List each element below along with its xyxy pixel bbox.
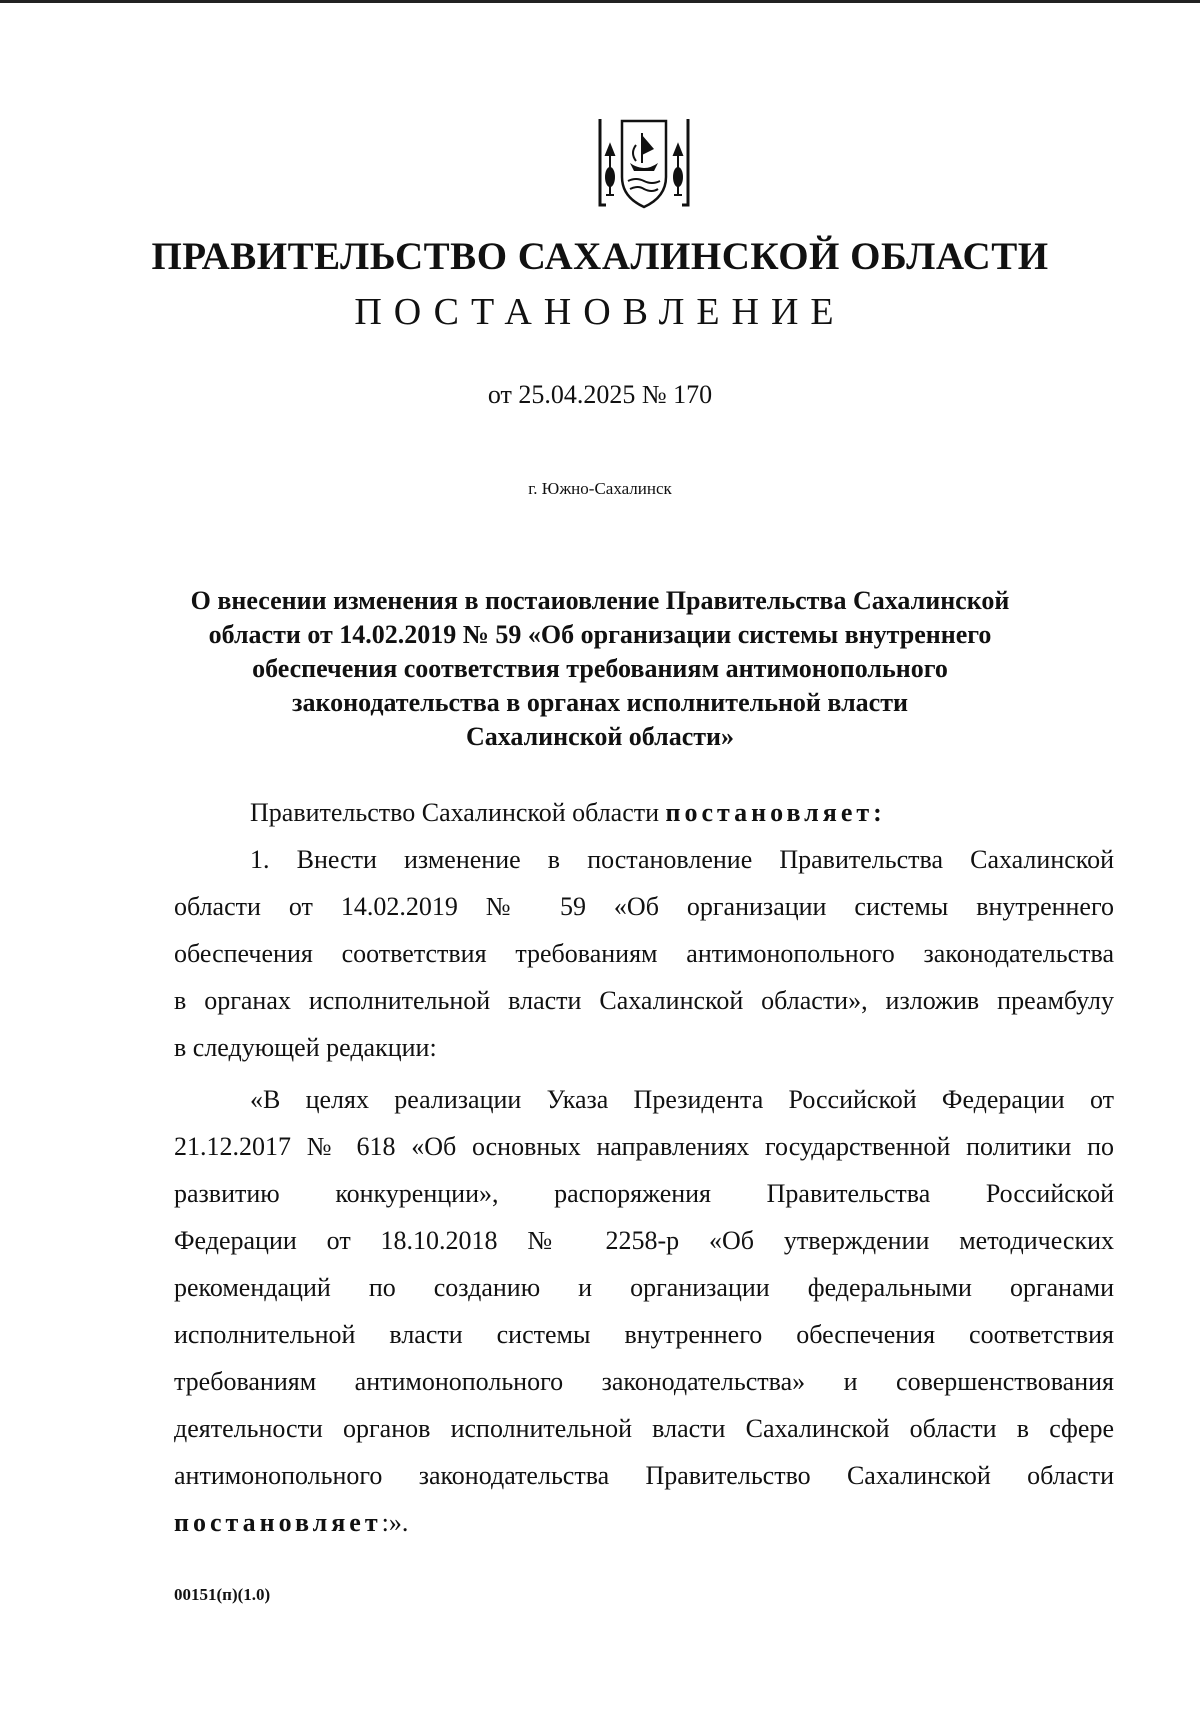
paragraph-line: рекомендаций по созданию и организации федеральными органами: [174, 1273, 1114, 1302]
paragraph-line: исполнительной власти системы внутреннего обеспечения соответствия: [174, 1320, 1114, 1349]
preamble-closing-tail: :».: [381, 1508, 409, 1537]
intro-emphasis: постановляет:: [665, 798, 886, 827]
scan-top-edge: [0, 0, 1200, 3]
resolution-intro: [250, 798, 886, 828]
paragraph-line: области от 14.02.2019 № 59 «Об организации системы внутреннего: [174, 892, 1114, 921]
subject-line: законодательства в органах исполнительной власти: [292, 688, 908, 717]
paragraph-line: требованиям антимонопольного законодательства» и совершенствования: [174, 1367, 1114, 1396]
intro-text: Правительство Сахалинской области: [250, 798, 666, 827]
paragraph-line: в органах исполнительной власти Сахалинской области», изложив преамбулу: [174, 986, 1114, 1015]
paragraph-line: обеспечения соответствия требованиям антимонопольного законодательства: [174, 939, 1114, 968]
preamble-closing-emphasis: постановляет: [174, 1508, 382, 1537]
document-city: г. Южно-Сахалинск: [528, 479, 672, 498]
paragraph-line: Федерации от 18.10.2018 № 2258-р «Об утверждении методических: [174, 1226, 1114, 1255]
subject-line: Сахалинской области»: [465, 722, 735, 751]
item-1-paragraph: [174, 836, 1114, 1071]
paragraph-line: развитию конкуренции», распоряжения Правительства Российской: [174, 1179, 1114, 1208]
document-subject: [160, 584, 1040, 754]
paragraph-line: 1. Внести изменение в постановление Правительства Сахалинской: [250, 845, 1114, 874]
subject-line: О внесении изменения в постаиовление Правительства Сахалинской: [190, 586, 1010, 615]
document-date-number: от 25.04.2025 № 170: [487, 380, 713, 409]
coat-of-arms-icon: [596, 115, 692, 215]
paragraph-line: в следующей редакции:: [174, 1033, 437, 1062]
preamble-paragraph: [174, 1076, 1114, 1546]
paragraph-line: деятельности органов исполнительной власти Сахалинской области в сфере: [174, 1414, 1114, 1443]
paragraph-line: антимонопольного законодательства Правительство Сахалинской области: [174, 1461, 1114, 1490]
footer-document-code: 00151(п)(1.0): [174, 1585, 271, 1604]
paragraph-line: 21.12.2017 № 618 «Об основных направлениях государственной политики по: [174, 1132, 1114, 1161]
document-kind: ПОСТАНОВЛЕНИЕ: [354, 291, 846, 333]
subject-line: области от 14.02.2019 № 59 «Об организации системы внутреннего: [208, 620, 992, 649]
subject-line: обеспечения соответствия требованиям антимонопольного: [252, 654, 948, 683]
organization-title: ПРАВИТЕЛЬСТВО САХАЛИНСКОЙ ОБЛАСТИ: [151, 235, 1049, 278]
paragraph-line: [174, 1499, 1114, 1546]
paragraph-line: «В целях реализации Указа Президента Российской Федерации от: [250, 1085, 1114, 1114]
